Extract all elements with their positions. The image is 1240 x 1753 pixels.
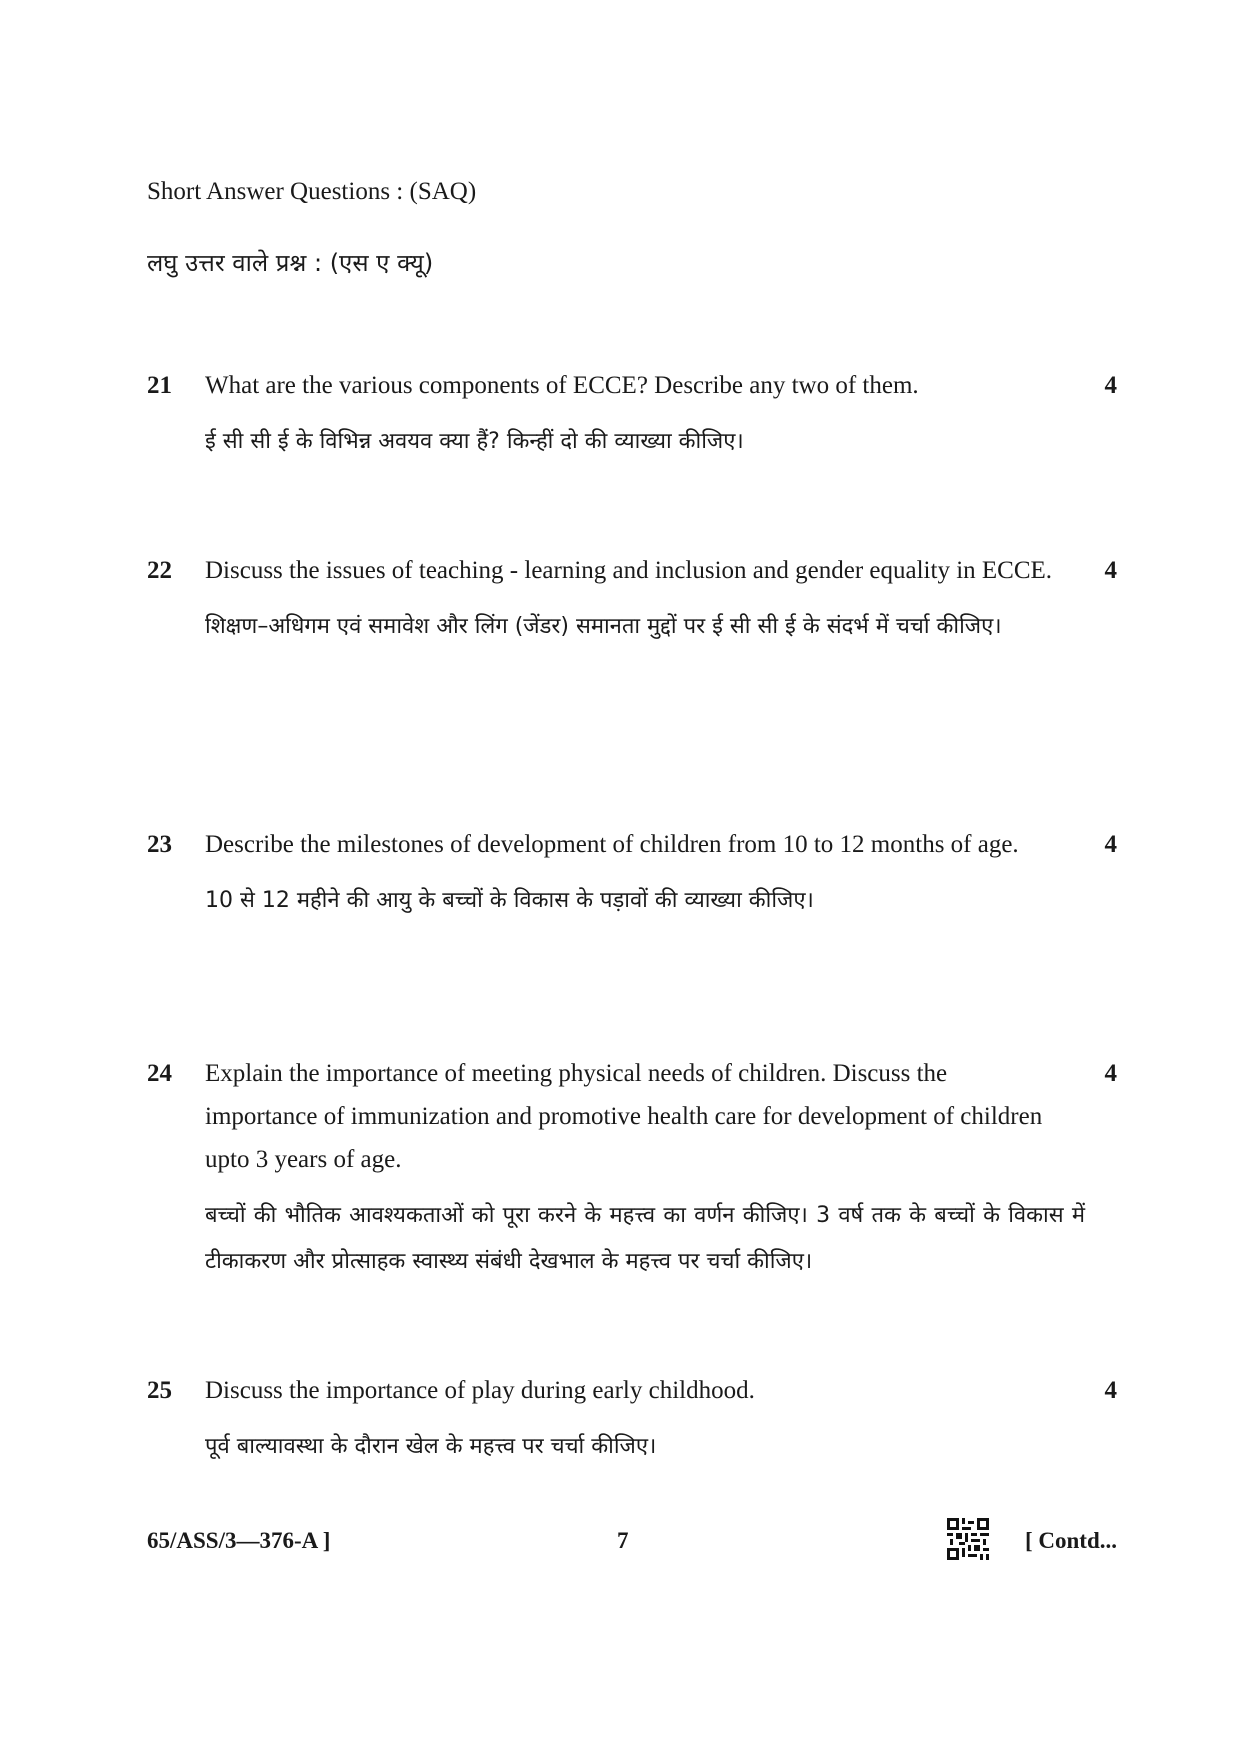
question-25 xyxy=(147,1377,1117,1470)
qr-code-icon xyxy=(947,1518,989,1560)
question-text-en: Describe the milestones of development of children from 10 to 12 months of age. xyxy=(205,831,1019,858)
paper-code: 65/ASS/3—376-A ] xyxy=(147,1528,331,1553)
question-number: 21 xyxy=(147,372,172,399)
continued-note: [ Contd... xyxy=(1024,1528,1117,1553)
question-number: 22 xyxy=(147,557,172,584)
question-22 xyxy=(147,557,1117,650)
page-footer xyxy=(147,1528,1117,1568)
question-number: 23 xyxy=(147,831,172,858)
section-heading-en: Short Answer Questions : (SAQ) xyxy=(147,178,477,205)
question-marks: 4 xyxy=(1104,1060,1117,1087)
question-text-hi: पूर्व बाल्यावस्था के दौरान खेल के महत्त्व पर चर्चा कीजिए। xyxy=(205,1434,657,1459)
question-marks: 4 xyxy=(1104,831,1117,858)
question-text-en: Discuss the issues of teaching - learning and inclusion and gender equality in ECCE. xyxy=(205,557,1053,584)
question-text-en: What are the various components of ECCE? Describe any two of them. xyxy=(205,372,919,399)
question-24 xyxy=(147,1060,1117,1285)
section-heading-hi: लघु उत्तर वाले प्रश्न : (एस ए क्यू) xyxy=(147,249,434,277)
question-23 xyxy=(147,831,1117,924)
question-text-hi: 10 से 12 महीने की आयु के बच्चों के विकास के पड़ावों की व्याख्या कीजिए। xyxy=(205,888,814,913)
question-21 xyxy=(147,372,1117,465)
question-number: 25 xyxy=(147,1377,172,1404)
page-number: 7 xyxy=(617,1528,629,1553)
question-text-hi: बच्चों की भौतिक आवश्यकताओं को पूरा करने के महत्त्व का वर्णन कीजिए। 3 वर्ष तक के बच्चों के विकास में टीकाकरण और प्रोत्साहक स्वास्थ्य संबंधी देखभाल के महत्त्व पर चर्चा कीजिए। xyxy=(205,1203,1085,1274)
question-number: 24 xyxy=(147,1060,172,1087)
question-text-hi: शिक्षण–अधिगम एवं समावेश और लिंग (जेंडर) समानता मुद्दों पर ई सी सी ई के संदर्भ में चर्चा कीजिए। xyxy=(205,614,1002,639)
question-text-en: Explain the importance of meeting physical needs of children. Discuss the importance of immunization and promotive health care for development of children upto 3 years of age. xyxy=(205,1060,1043,1173)
question-marks: 4 xyxy=(1104,557,1117,584)
question-text-hi: ई सी सी ई के विभिन्न अवयव क्या हैं? किन्हीं दो की व्याख्या कीजिए। xyxy=(205,429,744,454)
question-marks: 4 xyxy=(1104,372,1117,399)
question-marks: 4 xyxy=(1104,1377,1117,1404)
question-text-en: Discuss the importance of play during early childhood. xyxy=(205,1377,755,1404)
